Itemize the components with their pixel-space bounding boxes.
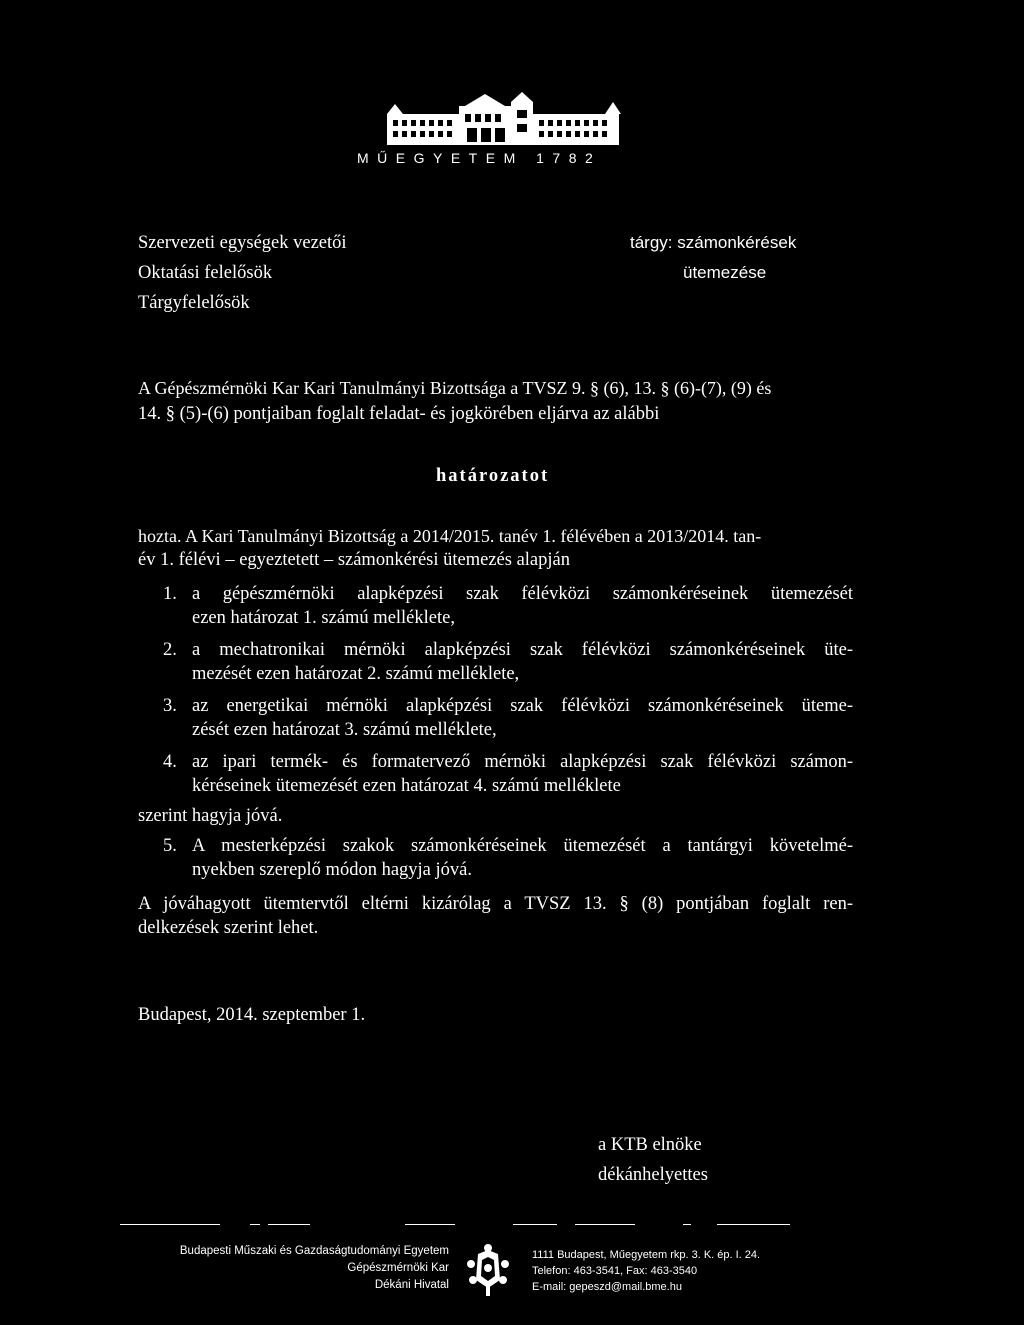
item-line-1: az ipari termék- és formatervező mérnöki alapképzési szak félévközi számon- [192,752,853,772]
item-line-2: zését ezen határozat 3. számú melléklete, [192,720,497,740]
closing-paragraph [138,892,853,940]
signature-role: dékánhelyettes [598,1165,708,1185]
closing-line-2: delkezések szerint lehet. [138,918,319,938]
item-number: 1. [163,584,177,604]
university-logo [357,92,669,172]
logo-motto: MŰEGYETEM 1782 [357,150,602,166]
signature-block [598,1130,708,1190]
item-line-1: A mesterképzési szakok számonkéréseinek ütemezését a tantárgyi követelmé- [192,836,853,856]
intro-line-2: 14. § (5)-(6) pontjaiban foglalt feladat- és jogkörében eljárva az alábbi [138,404,660,424]
preamble-line-1: hozta. A Kari Tanulmányi Bizottság a 2014/2015. tanév 1. félévében a 2013/2014. tan- [138,526,762,546]
item-line-2: nyekben szereplő módon hagyja jóvá. [192,860,472,880]
item-line-2: mezését ezen határozat 2. számú melléklete, [192,664,520,684]
item-line-1: a gépészmérnöki alapképzési szak félévközi számonkéréseinek ütemezését [192,584,853,604]
addressee-line: Tárgyfelelősök [138,293,250,313]
preamble-line-2: év 1. félévi – egyeztetett – számonkérési ütemezés alapján [138,550,570,570]
list-item [163,750,853,798]
subject-line-2: ütemezése [683,263,767,282]
item-line-2: ezen határozat 1. számú melléklete, [192,608,455,628]
footer-divider [683,1224,691,1225]
footer-email: E-mail: gepeszd@mail.bme.hu [532,1281,682,1293]
footer-org-line-3: Dékáni Hivatal [374,1279,449,1291]
footer-divider [405,1224,455,1225]
footer-org-line-1: Budapesti Műszaki és Gazdaságtudományi Egyetem [179,1245,449,1257]
list-item [163,694,853,742]
place-date: Budapest, 2014. szeptember 1. [138,1005,366,1025]
item-line-2: kéréseinek ütemezését ezen határozat 4. számú melléklete [192,776,621,796]
item-line-1: az energetikai mérnöki alapképzési szak félévközi számonkéréseinek üteme- [192,696,853,716]
intro-line-1: A Gépészmérnöki Kar Kari Tanulmányi Bizottsága a TVSZ 9. § (6), 13. § (6)-(7), (9) és [138,378,772,398]
footer-divider [268,1224,310,1225]
addressee-block [138,228,347,318]
addressee-line: Szervezeti egységek vezetői [138,233,347,253]
footer-org-line-2: Gépészmérnöki Kar [347,1262,449,1274]
signature-title: a KTB elnöke [598,1135,702,1155]
item-number: 5. [163,836,177,856]
list-item [163,582,853,630]
bme-emblem-icon [464,1240,512,1298]
list-item [163,834,853,882]
subject-block [630,228,796,288]
footer-divider [120,1224,220,1225]
footer-divider [717,1224,790,1225]
item-number: 3. [163,696,177,716]
item-number: 4. [163,752,177,772]
footer-phone: Telefon: 463-3541, Fax: 463-3540 [532,1265,698,1277]
list-item [163,638,853,686]
closing-line-1: A jóváhagyott ütemtervtől eltérni kizárólag a TVSZ 13. § (8) pontjában foglalt ren- [138,894,853,914]
footer-address: 1111 Budapest, Műegyetem rkp. 3. K. ép. I. 24. [532,1249,761,1261]
approve-line: szerint hagyja jóvá. [138,806,283,826]
subject-label: tárgy: [630,233,673,252]
footer-divider [250,1224,260,1225]
footer-divider [513,1224,557,1225]
item-line-1: a mechatronikai mérnöki alapképzési szak félévközi számonkéréseinek üte- [192,640,853,660]
item-number: 2. [163,640,177,660]
subject-line-1: számonkérések [677,233,797,252]
footer-divider [575,1224,635,1225]
addressee-line: Oktatási felelősök [138,263,273,283]
university-building-icon [357,92,669,148]
decision-heading: határozatot [436,466,550,486]
